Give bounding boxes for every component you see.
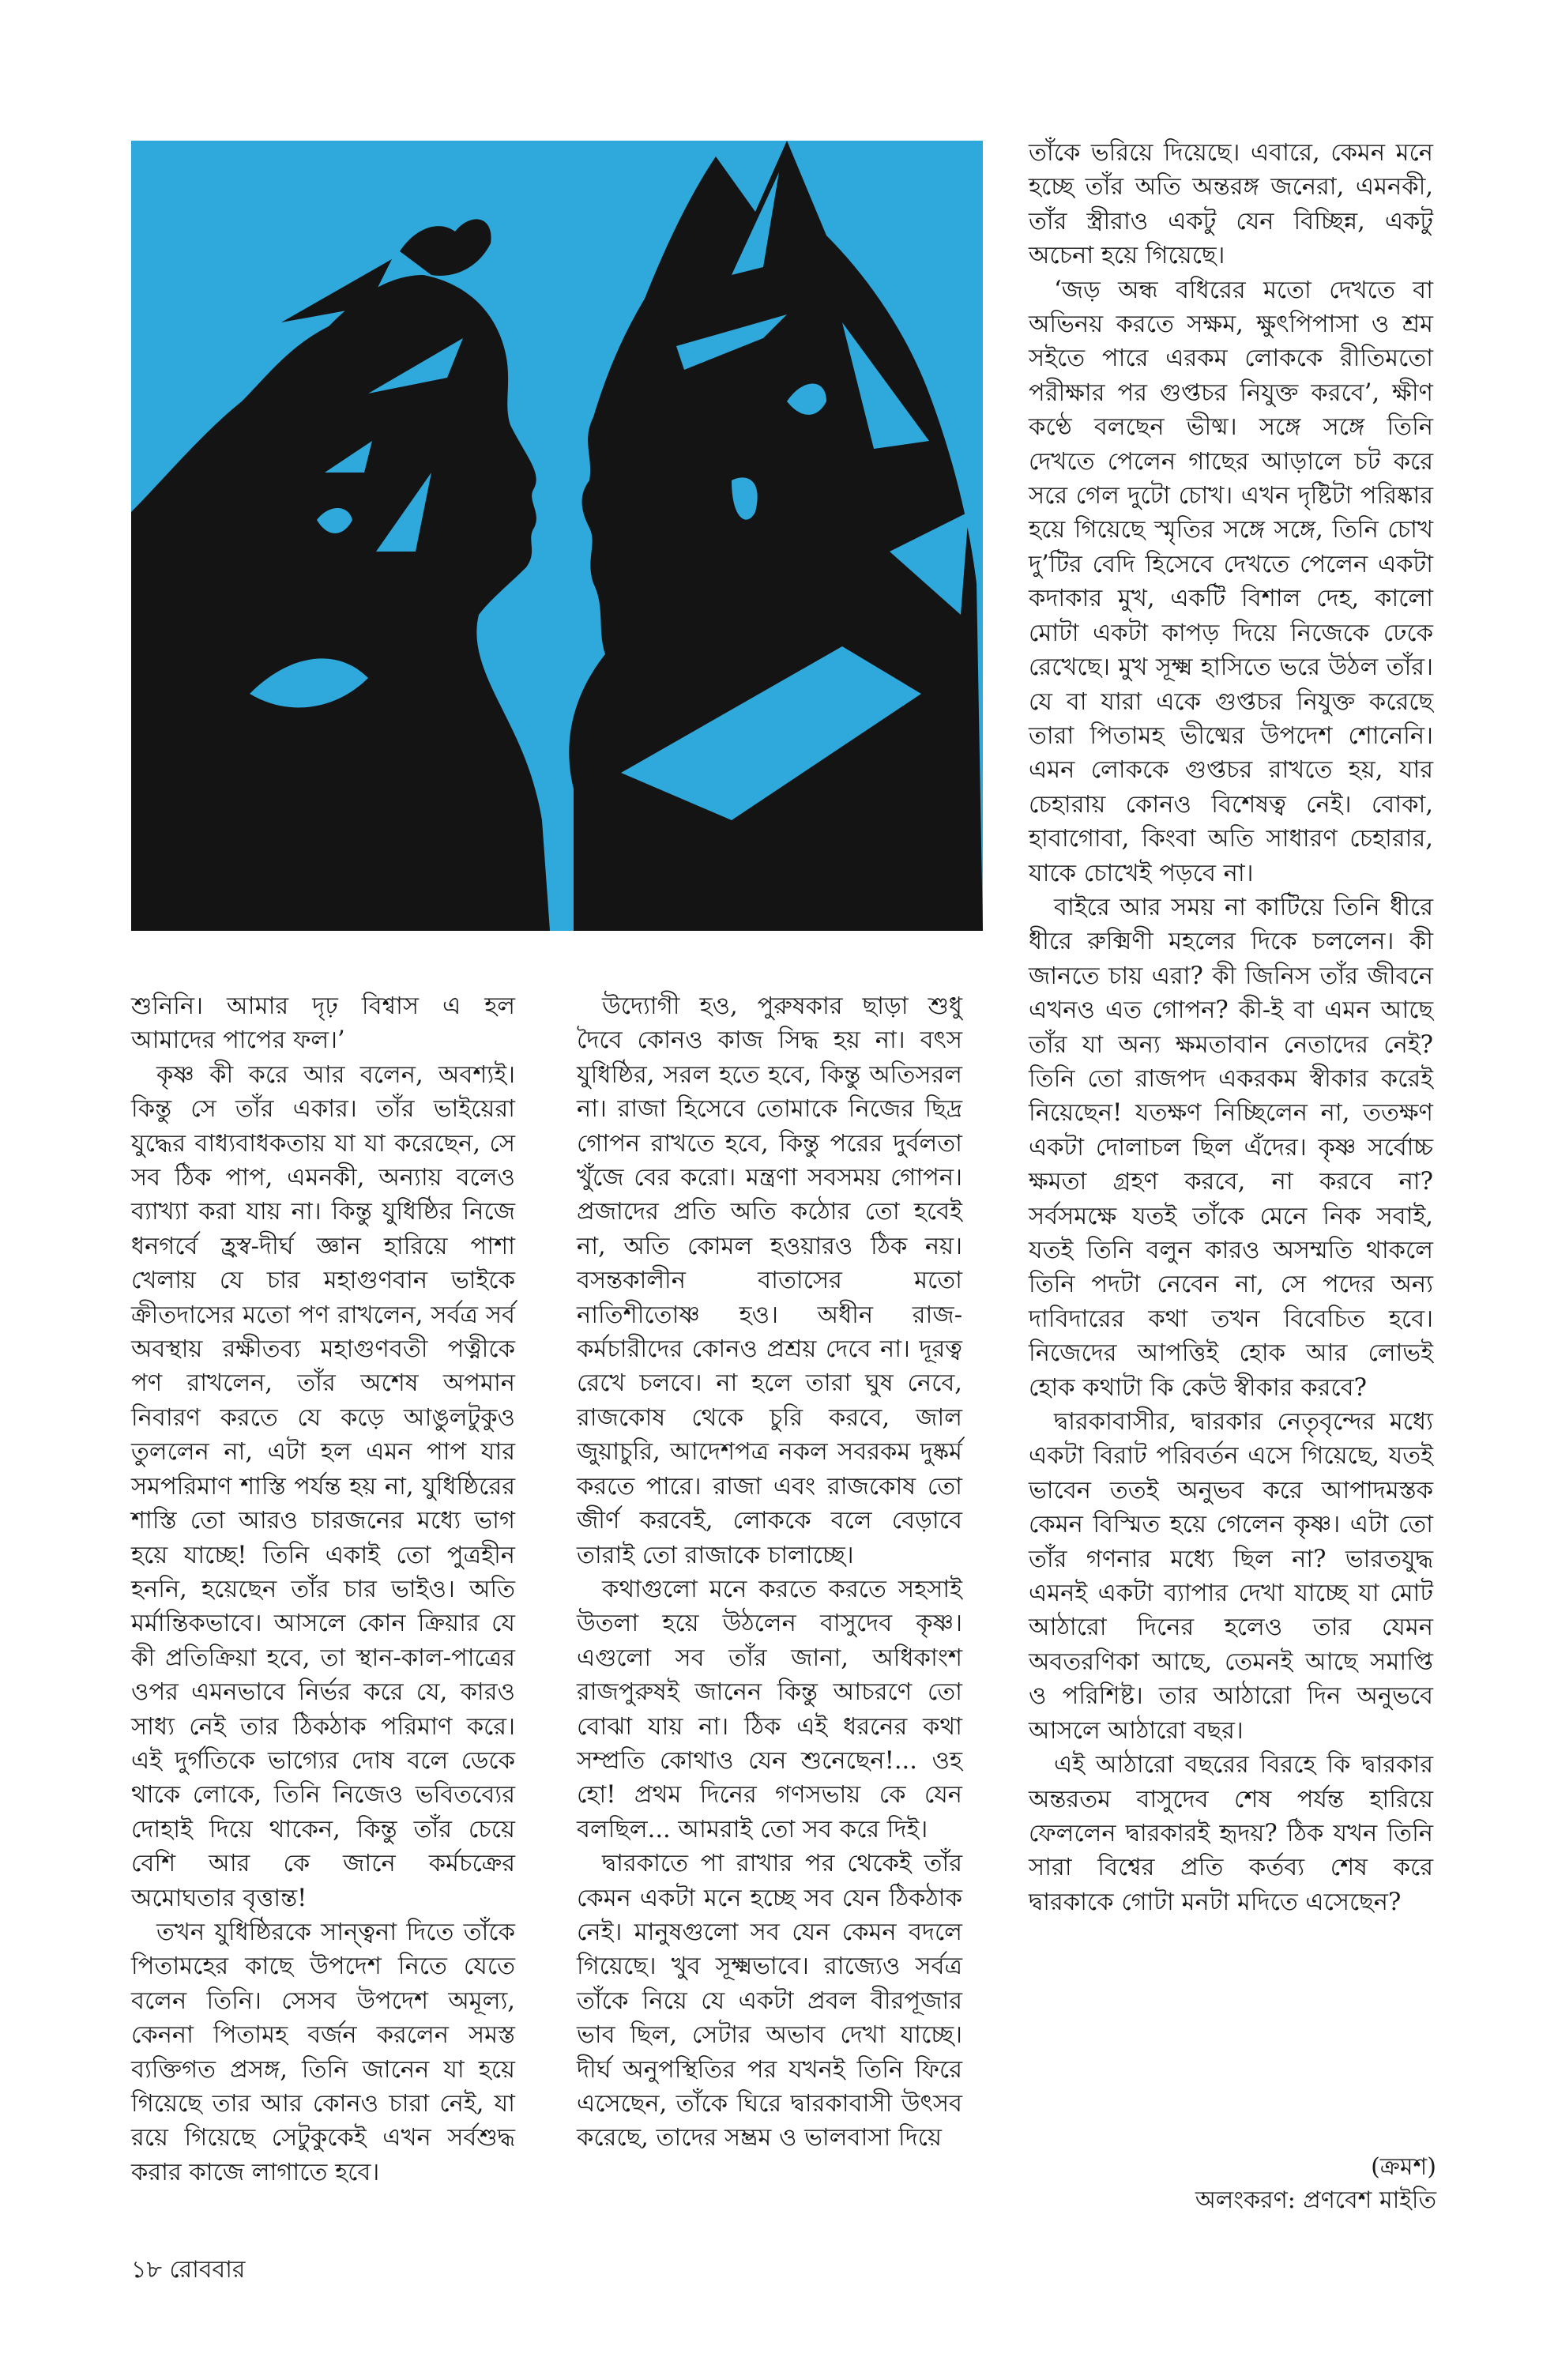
page-footer: ১৮ রোববার — [131, 2256, 246, 2284]
paragraph: কথাগুলো মনে করতে করতে সহসাই উতলা হয়ে উঠলেন বাসুদেব কৃষ্ণ। এগুলো সব তাঁর জানা, অধিকাংশ রাজপুরুষই জানেন কিন্তু আচরণে তো বোঝা যায় না। ঠিক এই ধরনের কথা সম্প্রতি কোথাও যেন শুনেছেন!... ওহ হো! প্রথম দিনের গণসভায় কে যেন বলছিল... আমরাই তো সব করে দিই। — [577, 1575, 962, 1843]
paragraph: শুনিনি। আমার দৃঢ় বিশ্বাস এ হল আমাদের পাপের ফল।’ — [131, 992, 515, 1055]
illustration — [131, 141, 983, 931]
paragraph: দ্বারকাতে পা রাখার পর থেকেই তাঁর কেমন একটা মনে হচ্ছে সব যেন ঠিকঠাক নেই। মানুষগুলো সব যেন কেমন বদলে গিয়েছে। খুব সূক্ষ্মভাবে। রাজ্যেও সর্বত্র তাঁকে নিয়ে যে একটা প্রবল বীরপূজার ভাব ছিল, সেটার অভাব দেখা যাচ্ছে। দীর্ঘ অনুপস্থিতির পর যখনই তিনি ফিরে এসেছেন, তাঁকে ঘিরে দ্বারকাবাসী উৎসব করেছে, তাদের সম্ভ্রম ও ভালবাসা দিয়ে — [577, 1850, 962, 2152]
article-column-left — [131, 989, 515, 2190]
paragraph: ‘জড় অন্ধ বধিরের মতো দেখতে বা অভিনয় করতে সক্ষম, ক্ষুৎপিপাসা ও শ্রম সইতে পারে এরকম লোককে রীতিমতো পরীক্ষার পর গুপ্তচর নিযুক্ত করবে’, ক্ষীণ কণ্ঠে বলছেন ভীষ্ম। সঙ্গে সঙ্গে তিনি দেখতে পেলেন গাছের আড়ালে চট করে সরে গেল দুটো চোখ। এখন দৃষ্টিটা পরিষ্কার হয়ে গিয়েছে স্মৃতির সঙ্গে সঙ্গে, তিনি চোখ দু’টির বেদি হিসেবে দেখতে পেলেন একটা কদাকার মুখ, একটি বিশাল দেহ, কালো মোটা একটা কাপড় দিয়ে নিজেকে ঢেকে রেখেছে। মুখ সূক্ষ্ম হাসিতে ভরে উঠল তাঁর। যে বা যারা একে গুপ্তচর নিযুক্ত করেছে তারা পিতামহ ভীষ্মের উপদেশ শোনেনি। এমন লোককে গুপ্তচর রাখতে হয়, যার চেহারায় কোনও বিশেষত্ব নেই। বোকা, হাবাগোবা, কিংবা অতি সাধারণ চেহারার, যাকে চোখেই পড়বে না। — [1029, 276, 1433, 887]
article-column-right — [1029, 136, 1433, 1919]
to-be-continued-note: (ক্রমশ) — [1371, 2153, 1436, 2181]
paragraph: বাইরে আর সময় না কাটিয়ে তিনি ধীরে ধীরে রুক্মিণী মহলের দিকে চললেন। কী জানতে চায় এরা? কী জিনিস তাঁর জীবনে এখনও এত গোপন? কী-ই বা এমন আছে তাঁর যা অন্য ক্ষমতাবান নেতাদের নেই? তিনি তো রাজপদ একরকম স্বীকার করেই নিয়েছেন! যতক্ষণ নিচ্ছিলেন না, ততক্ষণ একটা দোলাচল ছিল এঁদের। কৃষ্ণ সর্বোচ্চ ক্ষমতা গ্রহণ করবে, না করবে না? সর্বসমক্ষে যতই তাঁকে মেনে নিক সবাই, যতই তিনি বলুন কারও অসম্মতি থাকলে তিনি পদটা নেবেন না, সে পদের অন্য দাবিদারের কথা তখন বিবেচিত হবে। নিজেদের আপত্তিই হোক আর লোভই হোক কথাটা কি কেউ স্বীকার করবে? — [1029, 893, 1433, 1402]
paragraph: তখন যুধিষ্ঠিরকে সান্ত্বনা দিতে তাঁকে পিতামহের কাছে উপদেশ নিতে যেতে বলেন তিনি। সেসব উপদেশ অমূল্য, কেননা পিতামহ বর্জন করলেন সমস্ত ব্যক্তিগত প্রসঙ্গ, তিনি জানেন যা হয়ে গিয়েছে তার আর কোনও চারা নেই, যা রয়ে গিয়েছে সেটুকুকেই এখন সর্বশুদ্ধ করার কাজে লাগাতে হবে। — [131, 1918, 515, 2186]
paragraph: তাঁকে ভরিয়ে দিয়েছে। এবারে, কেমন মনে হচ্ছে তাঁর অতি অন্তরঙ্গ জনেরা, এমনকী, তাঁর স্ত্রীরাও একটু যেন বিচ্ছিন্ন, একটু অচেনা হয়ে গিয়েছে। — [1029, 139, 1433, 270]
paragraph: কৃষ্ণ কী করে আর বলেন, অবশ্যই। কিন্তু সে তাঁর একার। তাঁর ভাইয়েরা যুদ্ধের বাধ্যবাধকতায় যা যা করেছেন, সে সব ঠিক পাপ, এমনকী, অন্যায় বলেও ব্যাখ্যা করা যায় না। কিন্তু যুধিষ্ঠির নিজে ধনগর্বে হ্রস্ব-দীর্ঘ জ্ঞান হারিয়ে পাশা খেলায় যে চার মহাগুণবান ভাইকে ক্রীতদাসের মতো পণ রাখলেন, সর্বত্র সর্ব অবস্থায় রক্ষীতব্য মহাগুণবতী পত্নীকে পণ রাখলেন, তাঁর অশেষ অপমান নিবারণ করতে যে কড়ে আঙুলটুকুও তুললেন না, এটা হল এমন পাপ যার সমপরিমাণ শাস্তি পর্যন্ত হয় না, যুধিষ্ঠিরের শাস্তি তো আরও চারজনের মধ্যে ভাগ হয়ে যাচ্ছে! তিনি একাই তো পুত্রহীন হননি, হয়েছেন তাঁর চার ভাইও। অতি মর্মান্তিকভাবে। আসলে কোন ক্রিয়ার যে কী প্রতিক্রিয়া হবে, তা স্থান-কাল-পাত্রের ওপর এমনভাবে নির্ভর করে যে, কারও সাধ্য নেই তার ঠিকঠাক পরিমাণ করে। এই দুর্গতিকে ভাগ্যের দোষ বলে ডেকে থাকে লোকে, তিনি নিজেও ভবিতব্যের দোহাই দিয়ে থাকেন, কিন্তু তাঁর চেয়ে বেশি আর কে জানে কর্মচক্রের অমোঘতার বৃত্তান্ত! — [131, 1060, 515, 1912]
paragraph: উদ্যোগী হও, পুরুষকার ছাড়া শুধু দৈবে কোনও কাজ সিদ্ধ হয় না। বৎস যুধিষ্ঠির, সরল হতে হবে, কিন্তু অতিসরল না। রাজা হিসেবে তোমাকে নিজের ছিদ্র গোপন রাখতে হবে, কিন্তু পরের দুর্বলতা খুঁজে বের করো। মন্ত্রণা সবসময় গোপন। প্রজাদের প্রতি অতি কঠোর তো হবেই না, অতি কোমল হওয়ারও ঠিক নয়। বসন্তকালীন বাতাসের মতো নাতিশীতোষ্ণ হও। অধীন রাজ-কর্মচারীদের কোনও প্রশ্রয় দেবে না। দূরত্ব রেখে চলবে। না হলে তারা ঘুষ নেবে, রাজকোষ থেকে চুরি করবে, জাল জুয়াচুরি, আদেশপত্র নকল সবরকম দুষ্কর্ম করতে পারে। রাজা এবং রাজকোষ তো জীর্ণ করবেই, লোককে বলে বেড়াবে তারাই তো রাজাকে চালাচ্ছে। — [577, 992, 962, 1569]
article-column-middle — [577, 989, 962, 2156]
paragraph: দ্বারকাবাসীর, দ্বারকার নেতৃবৃন্দের মধ্যে একটা বিরাট পরিবর্তন এসে গিয়েছে, যতই ভাবেন ততই অনুভব করে আপাদমস্তক কেমন বিস্মিত হয়ে গেলেন কৃষ্ণ। এটা তো তাঁর গণনার মধ্যে ছিল না? ভারতযুদ্ধ এমনই একটা ব্যাপার দেখা যাচ্ছে যা মোট আঠারো দিনের হলেও তার যেমন অবতরণিকা আছে, তেমনই আছে সমাপ্তি ও পরিশিষ্ট। তার আঠারো দিন অনুভবে আসলে আঠারো বছর। — [1029, 1408, 1433, 1745]
illustration-credit: অলংকরণ: প্রণবেশ মাইতি — [1195, 2186, 1436, 2214]
paragraph: এই আঠারো বছরের বিরহে কি দ্বারকার অন্তরতম বাসুদেব শেষ পর্যন্ত হারিয়ে ফেললেন দ্বারকারই হৃদয়? ঠিক যখন তিনি সারা বিশ্বের প্রতি কর্তব্য শেষ করে দ্বারকাকে গোটা মনটা মদিতে এসেছেন? — [1029, 1751, 1433, 1916]
